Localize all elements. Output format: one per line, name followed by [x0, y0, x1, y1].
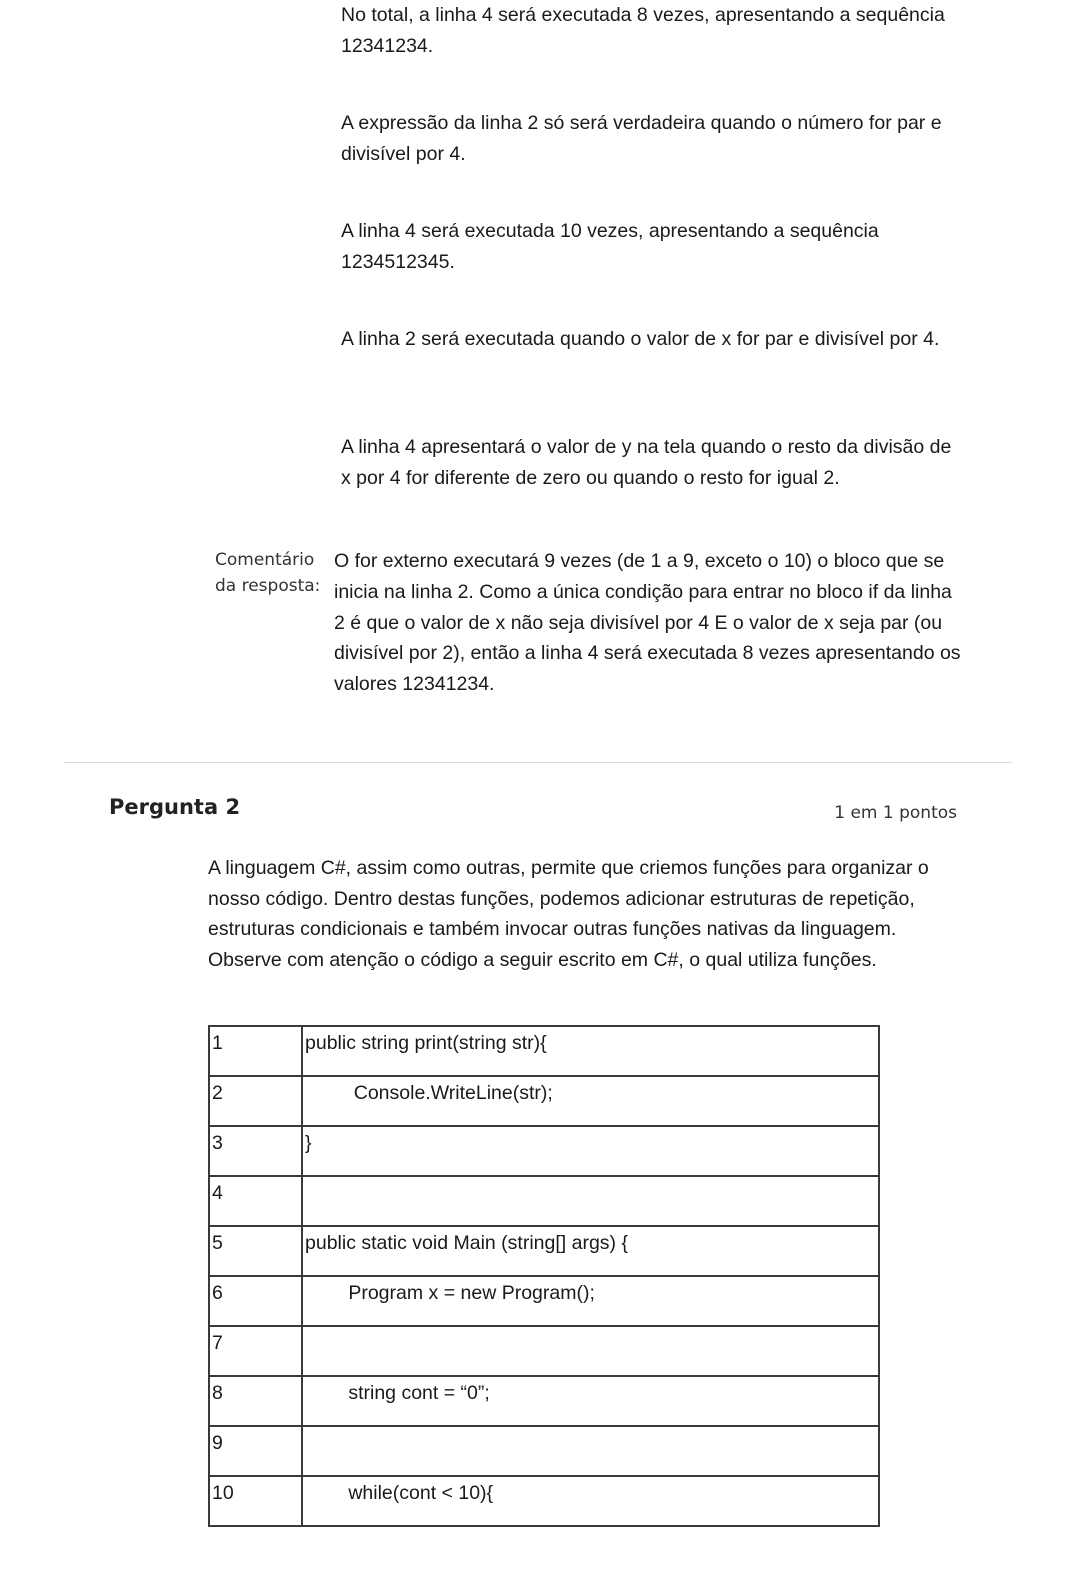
answer-option-1[interactable]: No total, a linha 4 será executada 8 vezes, apresentando a sequência 12341234.: [341, 4, 945, 57]
code-line: while(cont < 10){: [302, 1476, 879, 1526]
question-text: A linguagem C#, assim como outras, permite que criemos funções para organizar o nosso código. Dentro destas funções, podemos adicionar estruturas de repetição, estruturas condicionais e também invocar outras funções nativas da linguagem. Observe com atenção o código a seguir escrito em C#, o qual utiliza funções.: [208, 857, 929, 971]
code-line: [302, 1176, 879, 1226]
code-line: string cont = “0”;: [302, 1376, 879, 1426]
code-line: Program x = new Program();: [302, 1276, 879, 1326]
code-row: [209, 1126, 879, 1176]
code-row: [209, 1426, 879, 1476]
line-number: 2: [209, 1076, 302, 1126]
line-number: 10: [209, 1476, 302, 1526]
line-number: 3: [209, 1126, 302, 1176]
line-number: 6: [209, 1276, 302, 1326]
code-line: public string print(string str){: [302, 1026, 879, 1076]
line-number: 7: [209, 1326, 302, 1376]
line-number: 5: [209, 1226, 302, 1276]
code-row: [209, 1326, 879, 1376]
code-row: [209, 1176, 879, 1226]
code-line: [302, 1326, 879, 1376]
line-number: 1: [209, 1026, 302, 1076]
line-number: 4: [209, 1176, 302, 1226]
code-line: }: [302, 1126, 879, 1176]
code-row: [209, 1276, 879, 1326]
code-line: Console.WriteLine(str);: [302, 1076, 879, 1126]
code-line: [302, 1426, 879, 1476]
answer-option-4[interactable]: A linha 2 será executada quando o valor de x for par e divisível por 4.: [341, 328, 940, 350]
answer-option-2[interactable]: A expressão da linha 2 só será verdadeira quando o número for par e divisível por 4.: [341, 112, 942, 165]
code-table: [208, 1025, 880, 1527]
code-row: [209, 1026, 879, 1076]
code-row: [209, 1376, 879, 1426]
question-title: Pergunta 2: [109, 795, 241, 819]
answer-option-5[interactable]: A linha 4 apresentará o valor de y na tela quando o resto da divisão de x por 4 for diferente de zero ou quando o resto for igual 2.: [341, 436, 952, 489]
line-number: 9: [209, 1426, 302, 1476]
code-line: public static void Main (string[] args) {: [302, 1226, 879, 1276]
code-row: [209, 1076, 879, 1126]
question-points: 1 em 1 pontos: [834, 803, 957, 823]
answer-comment-label: Comentário da resposta:: [215, 550, 321, 596]
section-divider: [64, 762, 1012, 763]
code-row: [209, 1476, 879, 1526]
code-row: [209, 1226, 879, 1276]
answer-option-3[interactable]: A linha 4 será executada 10 vezes, apresentando a sequência 1234512345.: [341, 220, 879, 273]
line-number: 8: [209, 1376, 302, 1426]
answer-comment-text: O for externo executará 9 vezes (de 1 a 9, exceto o 10) o bloco que se inicia na linha 2. Como a única condição para entrar no bloco if da linha 2 é que o valor de x não seja divisível por 4 E o valor de x seja par (ou divisível por 2), então a linha 4 será executada 8 vezes apresentando os valores 12341234.: [334, 550, 961, 696]
